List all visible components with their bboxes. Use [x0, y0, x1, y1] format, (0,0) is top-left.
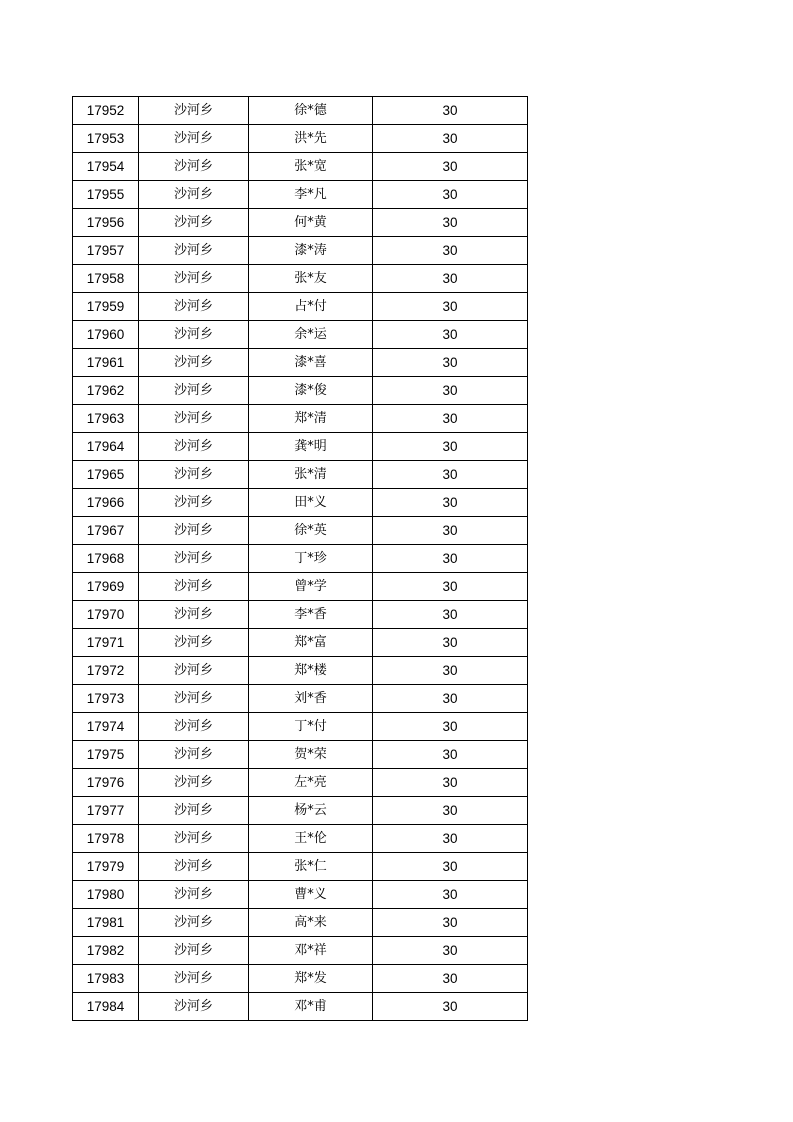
name-cell: 漆*俊 [249, 377, 373, 405]
table-row [73, 573, 528, 601]
row-id-cell: 17972 [73, 657, 139, 685]
township-cell: 沙河乡 [139, 517, 249, 545]
township-cell: 沙河乡 [139, 853, 249, 881]
row-id-cell: 17959 [73, 293, 139, 321]
table-row [73, 181, 528, 209]
table-row [73, 713, 528, 741]
table-row [73, 909, 528, 937]
amount-cell: 30 [373, 489, 528, 517]
row-id-cell: 17967 [73, 517, 139, 545]
township-cell: 沙河乡 [139, 769, 249, 797]
amount-cell: 30 [373, 881, 528, 909]
table-row [73, 265, 528, 293]
roster-table [72, 96, 528, 1021]
amount-cell: 30 [373, 685, 528, 713]
amount-cell: 30 [373, 769, 528, 797]
table-row [73, 601, 528, 629]
township-cell: 沙河乡 [139, 97, 249, 125]
row-id-cell: 17958 [73, 265, 139, 293]
name-cell: 邓*甫 [249, 993, 373, 1021]
table-row [73, 545, 528, 573]
name-cell: 张*清 [249, 461, 373, 489]
row-id-cell: 17982 [73, 937, 139, 965]
row-id-cell: 17975 [73, 741, 139, 769]
name-cell: 杨*云 [249, 797, 373, 825]
table-row [73, 153, 528, 181]
township-cell: 沙河乡 [139, 125, 249, 153]
name-cell: 张*友 [249, 265, 373, 293]
amount-cell: 30 [373, 657, 528, 685]
amount-cell: 30 [373, 517, 528, 545]
amount-cell: 30 [373, 349, 528, 377]
row-id-cell: 17976 [73, 769, 139, 797]
row-id-cell: 17973 [73, 685, 139, 713]
township-cell: 沙河乡 [139, 937, 249, 965]
amount-cell: 30 [373, 153, 528, 181]
row-id-cell: 17966 [73, 489, 139, 517]
row-id-cell: 17964 [73, 433, 139, 461]
township-cell: 沙河乡 [139, 741, 249, 769]
township-cell: 沙河乡 [139, 405, 249, 433]
row-id-cell: 17969 [73, 573, 139, 601]
amount-cell: 30 [373, 937, 528, 965]
name-cell: 郑*楼 [249, 657, 373, 685]
township-cell: 沙河乡 [139, 153, 249, 181]
row-id-cell: 17979 [73, 853, 139, 881]
name-cell: 洪*先 [249, 125, 373, 153]
row-id-cell: 17981 [73, 909, 139, 937]
township-cell: 沙河乡 [139, 601, 249, 629]
township-cell: 沙河乡 [139, 209, 249, 237]
amount-cell: 30 [373, 713, 528, 741]
name-cell: 郑*发 [249, 965, 373, 993]
row-id-cell: 17984 [73, 993, 139, 1021]
row-id-cell: 17953 [73, 125, 139, 153]
name-cell: 张*仁 [249, 853, 373, 881]
name-cell: 龚*明 [249, 433, 373, 461]
name-cell: 邓*祥 [249, 937, 373, 965]
name-cell: 漆*涛 [249, 237, 373, 265]
table-row [73, 517, 528, 545]
township-cell: 沙河乡 [139, 181, 249, 209]
amount-cell: 30 [373, 601, 528, 629]
table-row [73, 685, 528, 713]
amount-cell: 30 [373, 797, 528, 825]
name-cell: 丁*付 [249, 713, 373, 741]
roster-table-body [73, 97, 528, 1021]
township-cell: 沙河乡 [139, 657, 249, 685]
amount-cell: 30 [373, 433, 528, 461]
amount-cell: 30 [373, 741, 528, 769]
table-row [73, 937, 528, 965]
township-cell: 沙河乡 [139, 489, 249, 517]
name-cell: 高*来 [249, 909, 373, 937]
row-id-cell: 17980 [73, 881, 139, 909]
township-cell: 沙河乡 [139, 629, 249, 657]
row-id-cell: 17965 [73, 461, 139, 489]
table-row [73, 825, 528, 853]
name-cell: 郑*清 [249, 405, 373, 433]
table-row [73, 405, 528, 433]
township-cell: 沙河乡 [139, 797, 249, 825]
amount-cell: 30 [373, 545, 528, 573]
table-row [73, 125, 528, 153]
row-id-cell: 17977 [73, 797, 139, 825]
table-row [73, 293, 528, 321]
township-cell: 沙河乡 [139, 545, 249, 573]
amount-cell: 30 [373, 461, 528, 489]
name-cell: 曹*义 [249, 881, 373, 909]
table-row [73, 657, 528, 685]
table-row [73, 993, 528, 1021]
township-cell: 沙河乡 [139, 881, 249, 909]
amount-cell: 30 [373, 993, 528, 1021]
row-id-cell: 17970 [73, 601, 139, 629]
row-id-cell: 17954 [73, 153, 139, 181]
township-cell: 沙河乡 [139, 685, 249, 713]
table-row [73, 881, 528, 909]
table-row [73, 461, 528, 489]
row-id-cell: 17971 [73, 629, 139, 657]
name-cell: 张*宽 [249, 153, 373, 181]
township-cell: 沙河乡 [139, 993, 249, 1021]
row-id-cell: 17983 [73, 965, 139, 993]
amount-cell: 30 [373, 377, 528, 405]
township-cell: 沙河乡 [139, 713, 249, 741]
amount-cell: 30 [373, 125, 528, 153]
row-id-cell: 17962 [73, 377, 139, 405]
table-row [73, 741, 528, 769]
amount-cell: 30 [373, 965, 528, 993]
township-cell: 沙河乡 [139, 349, 249, 377]
table-row [73, 97, 528, 125]
table-row [73, 769, 528, 797]
township-cell: 沙河乡 [139, 461, 249, 489]
name-cell: 田*义 [249, 489, 373, 517]
name-cell: 徐*英 [249, 517, 373, 545]
amount-cell: 30 [373, 629, 528, 657]
township-cell: 沙河乡 [139, 265, 249, 293]
name-cell: 李*香 [249, 601, 373, 629]
amount-cell: 30 [373, 293, 528, 321]
name-cell: 左*亮 [249, 769, 373, 797]
township-cell: 沙河乡 [139, 433, 249, 461]
township-cell: 沙河乡 [139, 825, 249, 853]
name-cell: 占*付 [249, 293, 373, 321]
row-id-cell: 17961 [73, 349, 139, 377]
name-cell: 贺*荣 [249, 741, 373, 769]
row-id-cell: 17978 [73, 825, 139, 853]
row-id-cell: 17957 [73, 237, 139, 265]
name-cell: 徐*德 [249, 97, 373, 125]
table-row [73, 853, 528, 881]
table-row [73, 321, 528, 349]
amount-cell: 30 [373, 181, 528, 209]
row-id-cell: 17956 [73, 209, 139, 237]
amount-cell: 30 [373, 237, 528, 265]
township-cell: 沙河乡 [139, 377, 249, 405]
name-cell: 王*伦 [249, 825, 373, 853]
table-row [73, 237, 528, 265]
name-cell: 刘*香 [249, 685, 373, 713]
township-cell: 沙河乡 [139, 321, 249, 349]
amount-cell: 30 [373, 405, 528, 433]
table-row [73, 433, 528, 461]
amount-cell: 30 [373, 909, 528, 937]
amount-cell: 30 [373, 265, 528, 293]
table-row [73, 349, 528, 377]
table-row [73, 965, 528, 993]
row-id-cell: 17955 [73, 181, 139, 209]
name-cell: 丁*珍 [249, 545, 373, 573]
table-row [73, 209, 528, 237]
row-id-cell: 17963 [73, 405, 139, 433]
table-row [73, 629, 528, 657]
table-row [73, 377, 528, 405]
name-cell: 曾*学 [249, 573, 373, 601]
township-cell: 沙河乡 [139, 965, 249, 993]
name-cell: 郑*富 [249, 629, 373, 657]
row-id-cell: 17960 [73, 321, 139, 349]
township-cell: 沙河乡 [139, 573, 249, 601]
township-cell: 沙河乡 [139, 909, 249, 937]
name-cell: 余*运 [249, 321, 373, 349]
row-id-cell: 17952 [73, 97, 139, 125]
amount-cell: 30 [373, 853, 528, 881]
row-id-cell: 17968 [73, 545, 139, 573]
name-cell: 漆*喜 [249, 349, 373, 377]
amount-cell: 30 [373, 321, 528, 349]
amount-cell: 30 [373, 825, 528, 853]
table-row [73, 797, 528, 825]
township-cell: 沙河乡 [139, 237, 249, 265]
township-cell: 沙河乡 [139, 293, 249, 321]
amount-cell: 30 [373, 97, 528, 125]
name-cell: 李*凡 [249, 181, 373, 209]
row-id-cell: 17974 [73, 713, 139, 741]
table-row [73, 489, 528, 517]
amount-cell: 30 [373, 573, 528, 601]
amount-cell: 30 [373, 209, 528, 237]
name-cell: 何*黄 [249, 209, 373, 237]
